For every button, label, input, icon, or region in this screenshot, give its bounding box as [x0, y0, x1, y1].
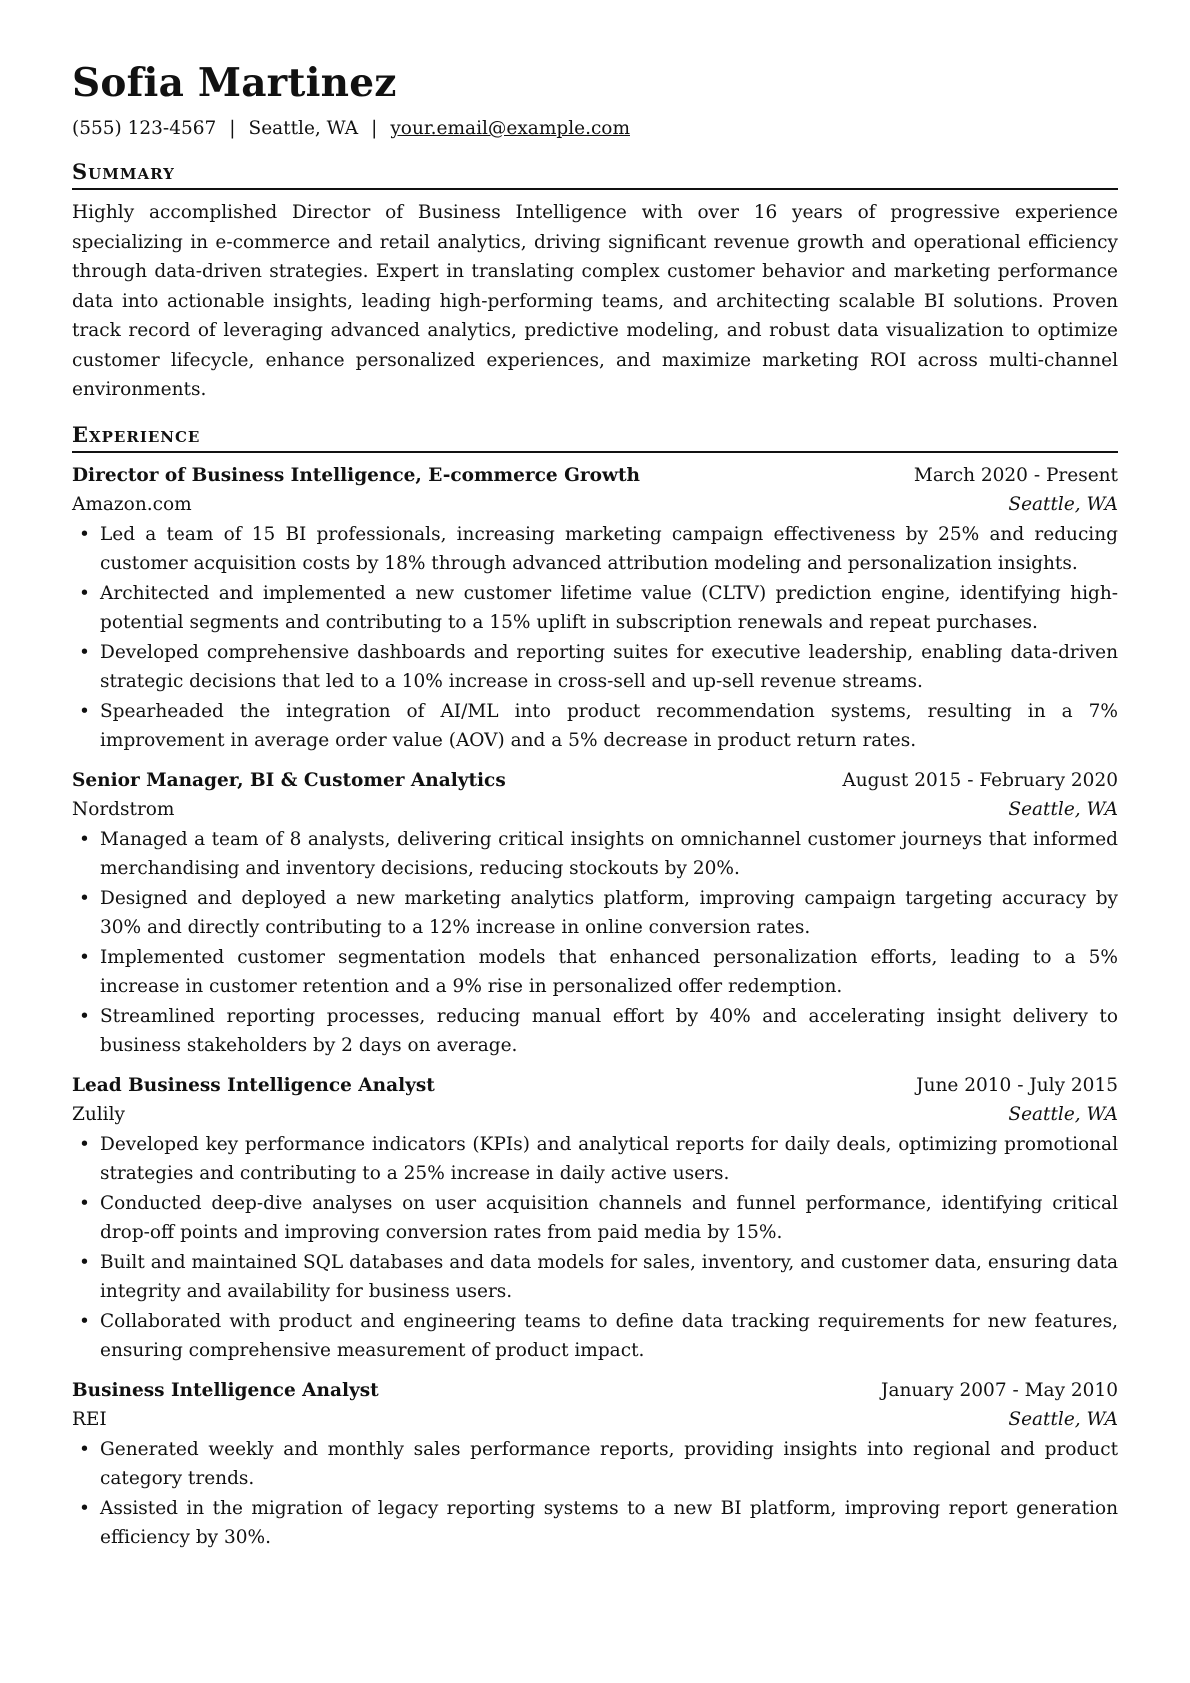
- bullet-item: [79, 1248, 1118, 1307]
- bullet-text: Assisted in the migration of legacy reporting systems to a new BI platform, improving report generation efficiency by 30%.: [100, 1497, 1118, 1548]
- company-name: REI: [72, 1409, 107, 1430]
- experience-list: [72, 461, 1118, 1553]
- contact-separator: |: [371, 118, 378, 139]
- bullet-item: [79, 884, 1118, 943]
- job-location: Seattle, WA: [1008, 1409, 1118, 1430]
- job-header-row: [72, 1071, 1118, 1101]
- bullet-icon: •: [79, 828, 90, 850]
- bullet-icon: •: [79, 887, 90, 909]
- bullet-text: Generated weekly and monthly sales performance reports, providing insights into regional and product category trends.: [100, 1438, 1118, 1489]
- bullet-icon: •: [79, 1005, 90, 1027]
- bullet-icon: •: [79, 1497, 90, 1519]
- email-link[interactable]: your.email@example.com: [390, 118, 630, 139]
- bullet-text: Led a team of 15 BI professionals, increasing marketing campaign effectiveness by 25% and reducing customer acquisition costs by 18% through advanced attribution modeling and personalization insights.: [100, 523, 1118, 574]
- bullet-text: Architected and implemented a new customer lifetime value (CLTV) prediction engine, identifying high-potential segments and contributing to a 15% uplift in subscription renewals and repeat purchases.: [100, 582, 1118, 633]
- contact-separator: |: [229, 118, 236, 139]
- bullet-icon: •: [79, 1310, 90, 1332]
- bullet-icon: •: [79, 1192, 90, 1214]
- job-entry: [72, 1376, 1118, 1553]
- job-company-row: [72, 1100, 1118, 1130]
- job-bullets: [72, 520, 1118, 756]
- job-header-row: [72, 766, 1118, 796]
- job-entry: [72, 461, 1118, 756]
- company-name: Nordstrom: [72, 799, 175, 820]
- bullet-icon: •: [79, 1251, 90, 1273]
- bullet-text: Developed key performance indicators (KPIs) and analytical reports for daily deals, optimizing promotional strategies and contributing to a 25% increase in daily active users.: [100, 1133, 1118, 1184]
- bullet-item: [79, 1307, 1118, 1366]
- bullet-icon: •: [79, 946, 90, 968]
- bullet-item: [79, 1130, 1118, 1189]
- job-location: Seattle, WA: [1008, 494, 1118, 515]
- job-location: Seattle, WA: [1008, 1104, 1118, 1125]
- company-name: Amazon.com: [72, 494, 192, 515]
- bullet-text: Built and maintained SQL databases and data models for sales, inventory, and customer data, ensuring data integrity and availability for business users.: [100, 1251, 1118, 1302]
- job-dates: March 2020 - Present: [913, 464, 1118, 486]
- job-bullets: [72, 825, 1118, 1061]
- job-dates: August 2015 - February 2020: [842, 769, 1118, 791]
- job-entry: [72, 766, 1118, 1061]
- company-name: Zulily: [72, 1104, 125, 1125]
- bullet-item: [79, 638, 1118, 697]
- job-bullets: [72, 1130, 1118, 1366]
- contact-location: Seattle, WA: [248, 118, 359, 139]
- bullet-text: Implemented customer segmentation models that enhanced personalization efforts, leading to a 5% increase in customer retention and a 9% rise in personalized offer redemption.: [100, 946, 1118, 997]
- job-title: Business Intelligence Analyst: [72, 1379, 379, 1401]
- phone-number: (555) 123-4567: [72, 118, 217, 139]
- job-dates: June 2010 - July 2015: [916, 1074, 1118, 1096]
- bullet-text: Conducted deep-dive analyses on user acquisition channels and funnel performance, identifying critical drop-off points and improving conversion rates from paid media by 15%.: [100, 1192, 1118, 1243]
- bullet-icon: •: [79, 523, 90, 545]
- bullet-icon: •: [79, 641, 90, 663]
- bullet-text: Collaborated with product and engineering teams to define data tracking requirements for new features, ensuring comprehensive measurement of product impact.: [100, 1310, 1118, 1361]
- bullet-item: [79, 1435, 1118, 1494]
- bullet-item: [79, 825, 1118, 884]
- bullet-text: Spearheaded the integration of AI/ML into product recommendation systems, resulting in a 7% improvement in average order value (AOV) and a 5% decrease in product return rates.: [100, 700, 1118, 751]
- bullet-item: [79, 1002, 1118, 1061]
- job-company-row: [72, 490, 1118, 520]
- job-dates: January 2007 - May 2010: [881, 1379, 1118, 1401]
- job-location: Seattle, WA: [1008, 799, 1118, 820]
- job-title: Director of Business Intelligence, E-commerce Growth: [72, 464, 640, 486]
- contact-line: [72, 116, 1118, 142]
- bullet-item: [79, 1189, 1118, 1248]
- bullet-item: [79, 1494, 1118, 1553]
- bullet-icon: •: [79, 700, 90, 722]
- bullet-item: [79, 579, 1118, 638]
- job-header-row: [72, 461, 1118, 491]
- job-bullets: [72, 1435, 1118, 1553]
- bullet-icon: •: [79, 1438, 90, 1460]
- summary-heading: Summary: [72, 158, 1118, 190]
- summary-text: Highly accomplished Director of Business Intelligence with over 16 years of progressive experience specializing in e-commerce and retail analytics, driving significant revenue growth and operational efficiency through data-driven strategies. Expert in translating complex customer behavior and marketing performance data into actionable insights, leading high-performing teams, and architecting scalable BI solutions. Proven track record of leveraging advanced analytics, predictive modeling, and robust data visualization to optimize customer lifecycle, enhance personalized experiences, and maximize marketing ROI across multi-channel environments.: [72, 202, 1118, 400]
- bullet-item: [79, 697, 1118, 756]
- job-title: Senior Manager, BI & Customer Analytics: [72, 769, 506, 791]
- bullet-icon: •: [79, 1133, 90, 1155]
- job-title: Lead Business Intelligence Analyst: [72, 1074, 435, 1096]
- job-header-row: [72, 1376, 1118, 1406]
- candidate-name: Sofia Martinez: [72, 60, 397, 106]
- bullet-text: Streamlined reporting processes, reducing manual effort by 40% and accelerating insight delivery to business stakeholders by 2 days on average.: [100, 1005, 1118, 1056]
- bullet-text: Managed a team of 8 analysts, delivering critical insights on omnichannel customer journeys that informed merchandising and inventory decisions, reducing stockouts by 20%.: [100, 828, 1118, 879]
- job-company-row: [72, 1405, 1118, 1435]
- bullet-item: [79, 943, 1118, 1002]
- job-company-row: [72, 795, 1118, 825]
- bullet-icon: •: [79, 582, 90, 604]
- bullet-text: Developed comprehensive dashboards and reporting suites for executive leadership, enabling data-driven strategic decisions that led to a 10% increase in cross-sell and up-sell revenue streams.: [100, 641, 1118, 692]
- bullet-item: [79, 520, 1118, 579]
- bullet-text: Designed and deployed a new marketing analytics platform, improving campaign targeting accuracy by 30% and directly contributing to a 12% increase in online conversion rates.: [100, 887, 1118, 938]
- experience-heading: Experience: [72, 421, 1118, 453]
- job-entry: [72, 1071, 1118, 1366]
